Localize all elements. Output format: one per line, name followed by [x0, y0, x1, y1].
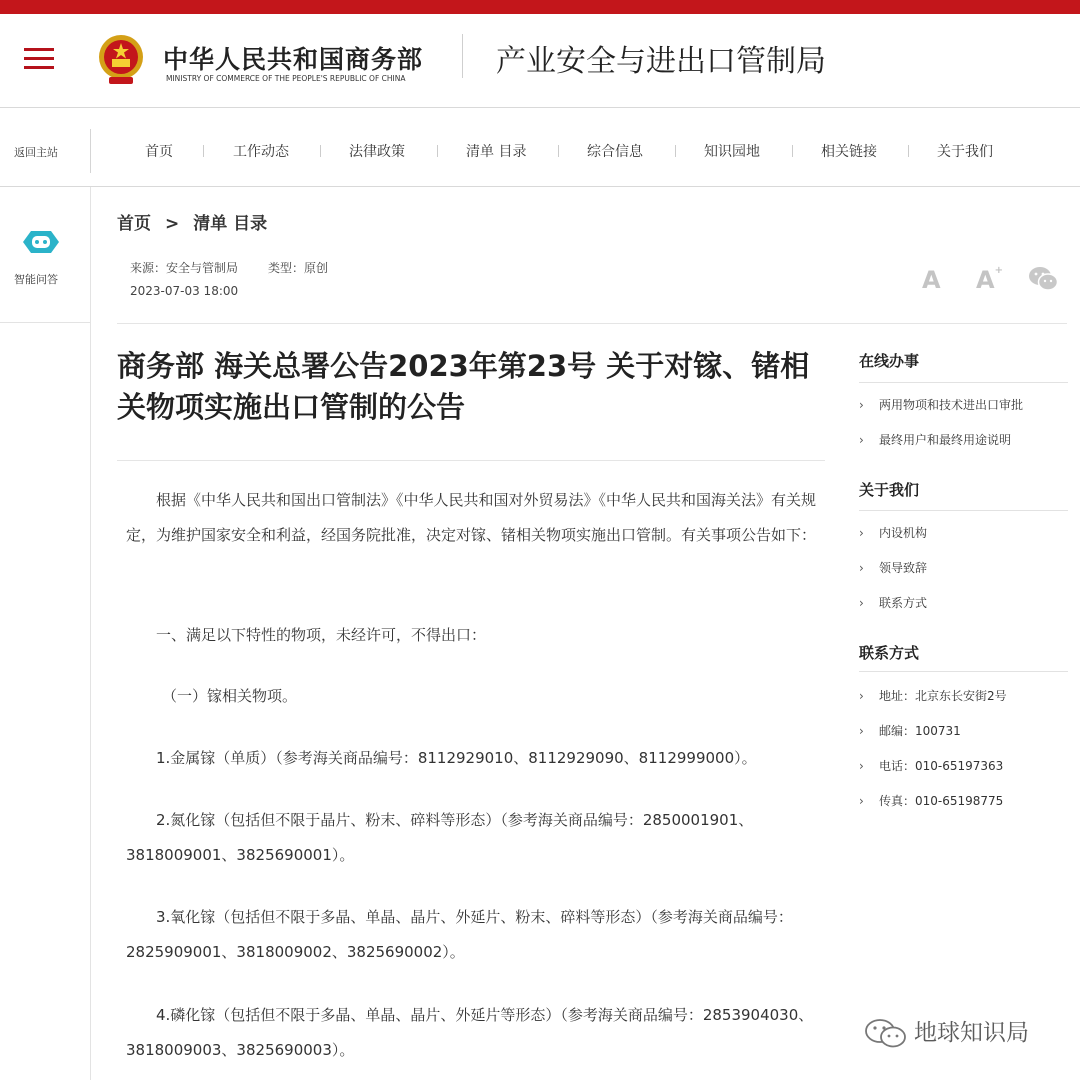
chevron-right-icon: › — [859, 689, 864, 703]
nav-item-links[interactable]: 相关链接 — [821, 144, 877, 160]
nav-separator — [203, 145, 204, 157]
contact-phone: › 电话：010-65197363 — [859, 759, 1004, 773]
chevron-right-icon: › — [859, 398, 864, 412]
hamburger-menu-icon[interactable] — [24, 48, 54, 72]
sidebar-divider — [859, 510, 1068, 511]
nav-item-general-info[interactable]: 综合信息 — [587, 144, 643, 160]
wechat-logo-icon — [864, 1018, 908, 1048]
article-title: 商务部 海关总署公告2023年第23号 关于对镓、锗相关物项实施出口管制的公告 — [117, 349, 810, 424]
watermark-text: 地球知识局 — [914, 1020, 1029, 1046]
article-paragraph: 2.氮化镓（包括但不限于晶片、粉末、碎料等形态）（参考海关商品编号：2850001901、3818009001、3825690001）。 — [126, 811, 754, 864]
chatbot-icon — [22, 227, 60, 257]
title-divider — [117, 460, 825, 461]
article-paragraph: （一）镓相关物项。 — [162, 687, 298, 705]
font-size-increase-button[interactable] — [976, 266, 1003, 294]
sidebar-link-leader-speech[interactable]: › 领导致辞 — [859, 561, 928, 575]
sidebar-heading-contact: 联系方式 — [859, 644, 920, 662]
chevron-right-icon: › — [859, 794, 864, 808]
meta-divider — [117, 323, 1067, 324]
article-paragraph: 根据《中华人民共和国出口管制法》《中华人民共和国对外贸易法》《中华人民共和国海关法》有关规定，为维护国家安全和利益，经国务院批准，决定对镓、锗相关物项实施出口管制。有关事项公告如下： — [126, 491, 817, 544]
left-panel — [0, 187, 91, 1080]
sidebar-link-departments[interactable]: › 内设机构 — [859, 526, 928, 540]
article-paragraph: 1.金属镓（单质）（参考海关商品编号：8112929010、8112929090、8112999000）。 — [156, 749, 757, 767]
ai-qa-label: 智能问答 — [14, 273, 58, 286]
sidebar-link-contact[interactable]: › 联系方式 — [859, 596, 928, 610]
sidebar-link-approval[interactable]: › 两用物项和技术进出口审批 — [859, 398, 1024, 412]
sidebar-divider — [859, 671, 1068, 672]
nav-item-work-news[interactable]: 工作动态 — [233, 144, 289, 160]
chevron-right-icon: › — [859, 596, 864, 610]
chevron-right-icon: › — [859, 433, 864, 447]
article-meta — [130, 259, 328, 276]
nav-item-laws-policies[interactable]: 法律政策 — [349, 144, 405, 160]
article-date: 2023-07-03 18:00 — [130, 284, 239, 298]
contact-fax: › 传真：010-65198775 — [859, 794, 1004, 808]
sidebar-heading-online: 在线办事 — [859, 352, 920, 370]
article-type: 类型：原创 — [268, 261, 329, 275]
nav-separator — [908, 145, 909, 157]
nav-item-lists[interactable]: 清单 目录 — [466, 144, 527, 160]
ministry-name-cn: 中华人民共和国商务部 — [163, 45, 424, 74]
header-divider — [462, 34, 463, 78]
font-large-plus: + — [994, 265, 1003, 276]
article-paragraph: 4.磷化镓（包括但不限于多晶、单晶、晶片、外延片等形态）（参考海关商品编号：2853904030、3818009003、3825690003）。 — [126, 1006, 814, 1059]
bureau-title: 产业安全与进出口管制局 — [496, 44, 826, 79]
top-red-bar — [0, 0, 1080, 14]
nav-divider — [90, 129, 91, 173]
nav-separator — [675, 145, 676, 157]
nav-item-home[interactable]: 首页 — [145, 144, 173, 160]
nav-separator — [437, 145, 438, 157]
main-nav — [0, 115, 1080, 187]
font-size-decrease-button[interactable] — [922, 266, 941, 294]
sidebar-heading-about: 关于我们 — [859, 481, 920, 499]
article-source: 来源：安全与管制局 — [130, 261, 239, 275]
nav-item-about[interactable]: 关于我们 — [937, 144, 993, 160]
font-small-glyph: A — [922, 266, 941, 294]
nav-separator — [320, 145, 321, 157]
national-emblem-icon — [95, 33, 147, 87]
chevron-right-icon: › — [859, 561, 864, 575]
contact-address: › 地址：北京东长安街2号 — [859, 689, 1007, 703]
nav-separator — [792, 145, 793, 157]
nav-separator — [558, 145, 559, 157]
chevron-right-icon: › — [859, 759, 864, 773]
breadcrumb-home[interactable]: 首页 — [117, 214, 151, 234]
breadcrumb-separator: > — [165, 214, 180, 234]
chevron-right-icon: › — [859, 526, 864, 540]
font-large-glyph: A — [976, 266, 995, 294]
contact-postcode: › 邮编：100731 — [859, 724, 961, 738]
sidebar-divider — [859, 382, 1068, 383]
chevron-right-icon: › — [859, 724, 864, 738]
wechat-icon[interactable] — [1028, 266, 1058, 292]
sidebar-link-end-user[interactable]: › 最终用户和最终用途说明 — [859, 433, 1012, 447]
ministry-name-en: MINISTRY OF COMMERCE OF THE PEOPLE'S REPUBLIC OF CHINA — [166, 74, 406, 83]
breadcrumb — [117, 209, 267, 234]
nav-item-knowledge[interactable]: 知识园地 — [704, 144, 760, 160]
ai-qa-button[interactable] — [0, 187, 90, 323]
article-paragraph: 3.氧化镓（包括但不限于多晶、单晶、晶片、外延片、粉末、碎料等形态）（参考海关商品编号：2825909001、3818009002、3825690002）。 — [126, 908, 793, 961]
site-header — [0, 14, 1080, 108]
back-home-link[interactable]: 返回主站 — [14, 146, 58, 159]
article-paragraph: 一、满足以下特性的物项，未经许可，不得出口： — [156, 626, 487, 644]
breadcrumb-current[interactable]: 清单 目录 — [193, 214, 268, 234]
